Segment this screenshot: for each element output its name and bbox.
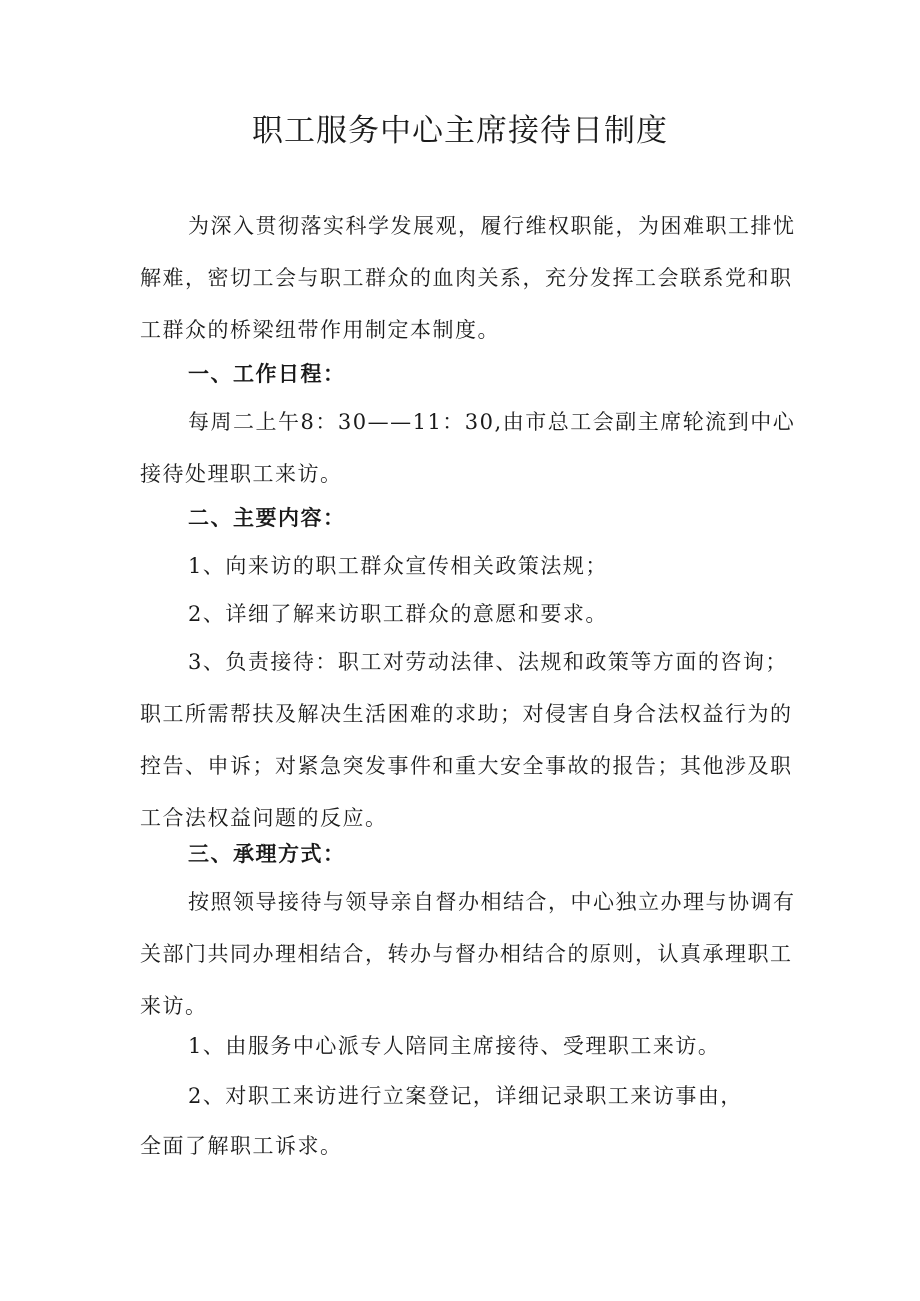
- section1-heading: 一、工作日程：: [188, 362, 346, 386]
- section1-body: 每周二上午8：30——11：30,由市总工会副主席轮流到中心接待处理职工来访。: [140, 410, 796, 486]
- section2-item-2: 2、详细了解来访职工群众的意愿和要求。: [188, 602, 608, 626]
- section2-item-3: 3、负责接待：职工对劳动法律、法规和政策等方面的咨询；职工所需帮扶及解决生活困难的求助；对侵害自身合法权益行为的控告、申诉；对紧急突发事件和重大安全事故的报告；其他涉及职工合法权益问题的反应。: [140, 650, 793, 830]
- section2-item-1: 1、向来访的职工群众宣传相关政策法规；: [188, 554, 608, 578]
- section3-item-1: 1、由服务中心派专人陪同主席接待、受理职工来访。: [188, 1034, 721, 1058]
- section3-continuation: 全面了解职工诉求。: [140, 1134, 343, 1158]
- section3-item-2: 2、对职工来访进行立案登记，详细记录职工来访事由，: [188, 1084, 743, 1108]
- document-title: 职工服务中心主席接待日制度: [252, 113, 668, 149]
- section2-heading: 二、主要内容：: [188, 506, 346, 530]
- intro-paragraph: 为深入贯彻落实科学发展观，履行维权职能，为困难职工排忧解难，密切工会与职工群众的血肉关系，充分发挥工会联系党和职工群众的桥梁纽带作用制定本制度。: [140, 214, 796, 342]
- section3-heading: 三、承理方式：: [188, 842, 346, 866]
- section3-body: 按照领导接待与领导亲自督办相结合，中心独立办理与协调有关部门共同办理相结合，转办与督办相结合的原则，认真承理职工来访。: [140, 890, 796, 1018]
